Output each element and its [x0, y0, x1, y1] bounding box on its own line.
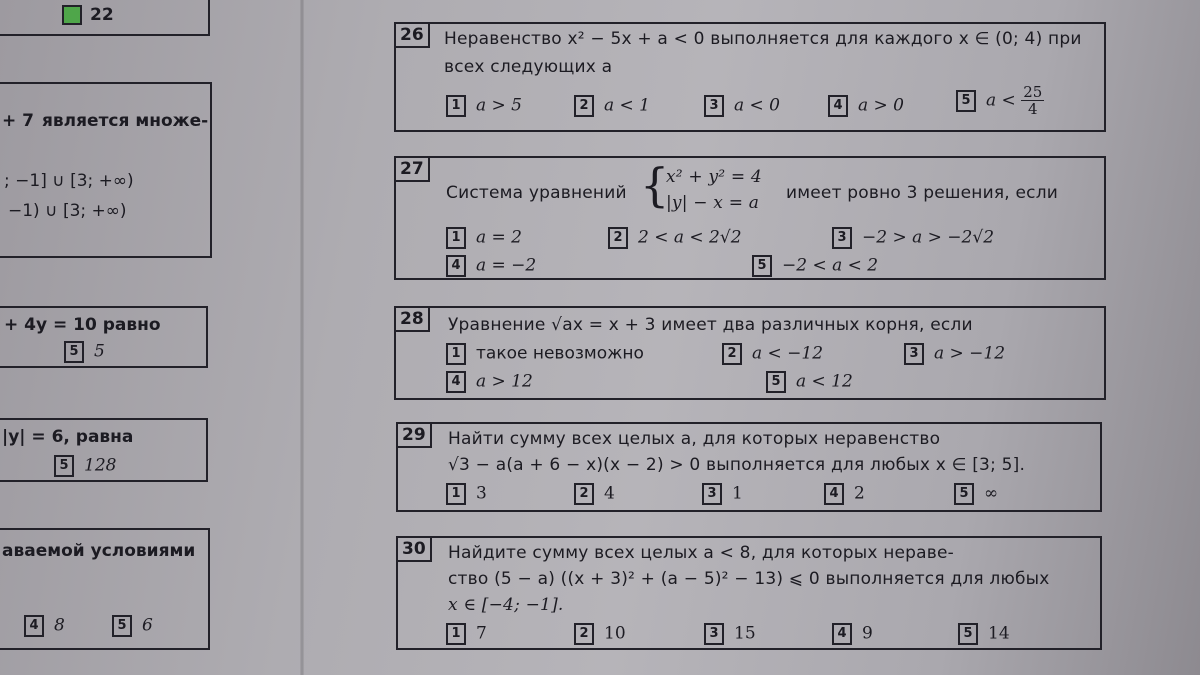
option-number-box: 2: [722, 343, 742, 365]
option-number-box: 1: [446, 95, 466, 117]
option-value: −2 < a < 2: [782, 255, 879, 276]
option-number-box: 5: [752, 255, 772, 277]
left-fragment-4: [0, 528, 210, 650]
option-value: ∞: [984, 483, 999, 504]
option-value: 9: [862, 623, 873, 644]
option-2[interactable]: [574, 94, 650, 117]
option-value: a < 1: [604, 95, 651, 116]
problem-statement: x ∈ [−4; −1].: [448, 595, 564, 615]
option-1[interactable]: [446, 482, 487, 505]
problem-statement: Система уравнений: [446, 183, 627, 203]
option-4[interactable]: [832, 622, 873, 645]
problem-statement: √3 − a(a + 6 − x)(x − 2) > 0 выполняется для любых x ∈ [3; 5].: [448, 455, 1026, 475]
left-fragment-top: [0, 0, 210, 36]
option-number-box: 3: [704, 623, 724, 645]
option-value: a > 5: [476, 95, 523, 116]
option-number-box: 5: [956, 90, 976, 112]
option-number-box: 4: [824, 483, 844, 505]
problem-26: [394, 22, 1106, 132]
option-value: 5: [94, 341, 105, 362]
option-value: a < 0: [734, 95, 781, 116]
option-5[interactable]: [956, 84, 1044, 117]
system-equation-1: x² + y² = 4: [666, 167, 762, 187]
option-1[interactable]: [446, 226, 522, 249]
option-3[interactable]: [904, 342, 1005, 365]
option-value: a = 2: [476, 227, 523, 248]
option-1[interactable]: [446, 622, 487, 645]
fragment-answer: 22: [90, 5, 114, 25]
option-number-box: 1: [446, 483, 466, 505]
problem-28: [394, 306, 1106, 400]
option-number-box: 2: [574, 483, 594, 505]
option-3[interactable]: [704, 94, 780, 117]
option-value: 128: [84, 455, 117, 476]
option-number-box: 5: [958, 623, 978, 645]
option-value: a > 0: [858, 95, 905, 116]
option-2[interactable]: [574, 482, 615, 505]
option-value: −2 > a > −2√2: [862, 227, 995, 248]
option-number-box: 5: [954, 483, 974, 505]
option-number-box: 4: [446, 255, 466, 277]
option-5[interactable]: [958, 622, 1010, 645]
problem-30: [396, 536, 1102, 650]
option-number-box: 5: [54, 455, 74, 477]
option-value: 1: [732, 483, 743, 504]
option-number-box: 3: [702, 483, 722, 505]
option-value: 15: [734, 623, 756, 644]
option-value: a < 12: [796, 371, 853, 392]
green-marker-icon: [62, 5, 82, 25]
page-fold: [300, 0, 304, 675]
option-number-box: 3: [904, 343, 924, 365]
option-5[interactable]: [752, 254, 878, 277]
fragment-text: + 7: [2, 111, 34, 131]
option-5[interactable]: [954, 482, 998, 505]
fragment-text: является множе-: [42, 111, 209, 131]
problem-statement: ство (5 − a) ((x + 3)² + (a − 5)² − 13) ⩽ 0 выполняется для любых: [448, 569, 1050, 589]
problem-statement: Найти сумму всех целых a, для которых неравенство: [448, 429, 941, 449]
fragment-text: −1) ∪ [3; +∞): [8, 201, 127, 221]
option-value: 2: [854, 483, 865, 504]
problem-statement: Неравенство x² − 5x + a < 0 выполняется для каждого x ∈ (0; 4) при: [444, 29, 1082, 49]
option-number-box: 2: [608, 227, 628, 249]
option-value: 14: [988, 623, 1010, 644]
option-4[interactable]: [446, 370, 533, 393]
option-number-box: 4: [828, 95, 848, 117]
problem-number: 29: [396, 422, 432, 448]
option-number-box: 4: [832, 623, 852, 645]
option-2[interactable]: [722, 342, 823, 365]
problem-number: 26: [394, 22, 430, 48]
problem-statement: Уравнение √ax = x + 3 имеет два различных корня, если: [448, 315, 973, 335]
option-value: 4: [604, 483, 615, 504]
option-1[interactable]: [446, 94, 522, 117]
option-number-box: 5: [112, 615, 132, 637]
option-value: 10: [604, 623, 626, 644]
option-value: 2 < a < 2√2: [638, 227, 742, 248]
option-number-box: 5: [766, 371, 786, 393]
left-fragment-1: [0, 82, 212, 258]
option-number-box: 1: [446, 343, 466, 365]
problem-number: 27: [394, 156, 430, 182]
problem-statement: всех следующих a: [444, 57, 613, 77]
option-3[interactable]: [702, 482, 743, 505]
fragment-text: ; −1] ∪ [3; +∞): [4, 171, 134, 191]
problem-statement: имеет ровно 3 решения, если: [786, 183, 1059, 203]
system-brace: {: [640, 158, 670, 212]
problem-statement: Найдите сумму всех целых a < 8, для которых нераве-: [448, 543, 954, 563]
option-value: a <: [986, 90, 1016, 111]
option-4[interactable]: [828, 94, 904, 117]
option-number-box: 5: [64, 341, 84, 363]
option-3[interactable]: [704, 622, 756, 645]
option-number-box: 4: [446, 371, 466, 393]
fraction: $\frac{25}{4}$: [1023, 83, 1043, 118]
option-value: 8: [54, 615, 65, 636]
option-value: 6: [142, 615, 153, 636]
option-value: 3: [476, 483, 487, 504]
problem-29: [396, 422, 1102, 512]
option-number-box: 1: [446, 227, 466, 249]
option-number-box: 1: [446, 623, 466, 645]
fragment-text: |y| = 6, равна: [2, 427, 134, 447]
option-4[interactable]: [824, 482, 865, 505]
option-2[interactable]: [608, 226, 742, 249]
option-2[interactable]: [574, 622, 626, 645]
option-1[interactable]: [446, 342, 644, 365]
option-number-box: 4: [24, 615, 44, 637]
fragment-text: аваемой условиями: [2, 541, 196, 561]
option-number-box: 2: [574, 623, 594, 645]
option-number-box: 3: [704, 95, 724, 117]
option-value: a = −2: [476, 255, 537, 276]
option-3[interactable]: [832, 226, 994, 249]
problem-number: 30: [396, 536, 432, 562]
problem-27: [394, 156, 1106, 280]
option-4[interactable]: [446, 254, 536, 277]
problem-number: 28: [394, 306, 430, 332]
system-equation-2: |y| − x = a: [666, 193, 760, 213]
option-5[interactable]: [766, 370, 853, 393]
left-fragment-2: [0, 306, 208, 368]
option-value: 7: [476, 623, 487, 644]
option-number-box: 2: [574, 95, 594, 117]
option-value: a < −12: [752, 343, 824, 364]
left-fragment-3: [0, 418, 208, 482]
fragment-text: + 4y = 10 равно: [4, 315, 161, 335]
option-value: такое невозможно: [476, 343, 644, 364]
option-number-box: 3: [832, 227, 852, 249]
option-value: a > −12: [934, 343, 1006, 364]
option-value: a > 12: [476, 371, 533, 392]
